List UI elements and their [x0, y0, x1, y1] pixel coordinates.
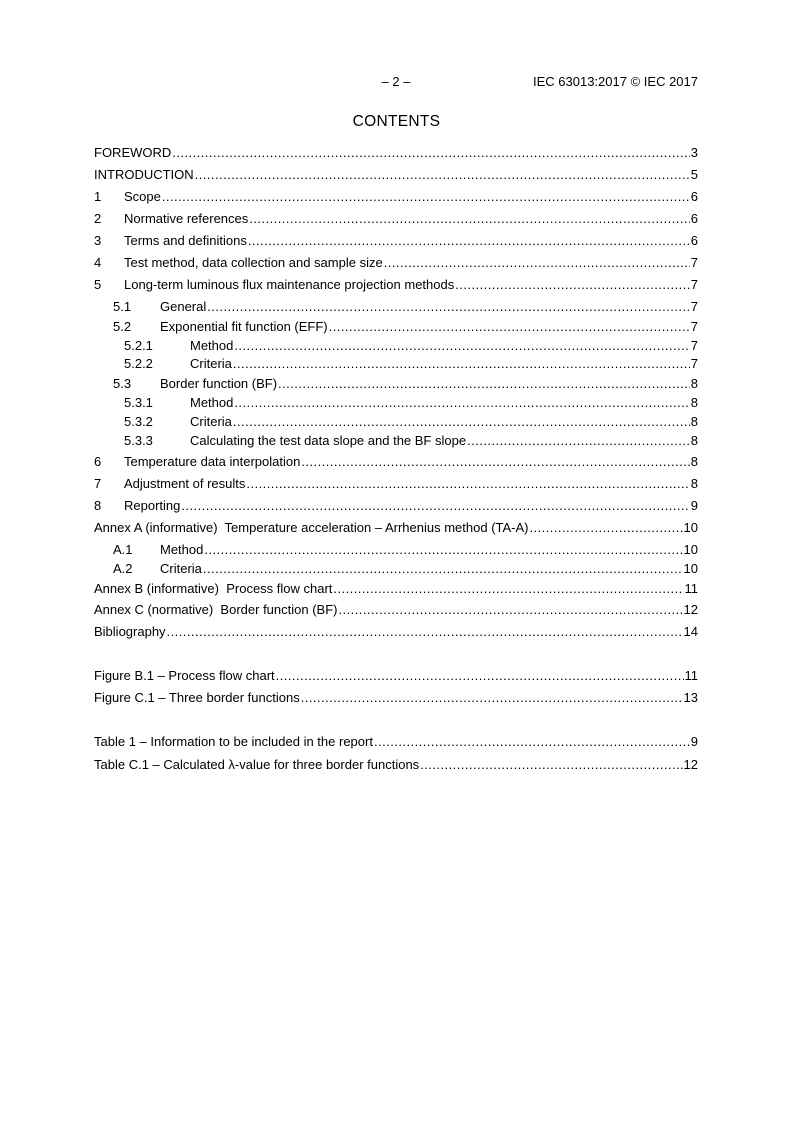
toc-entry-number: 5.2.1 — [124, 338, 153, 353]
toc-entry-page: 7 — [690, 338, 698, 353]
toc-entry-test-method[interactable] — [94, 254, 698, 272]
dot-leader — [207, 298, 690, 316]
dot-leader — [234, 394, 689, 412]
toc-entry-temperature-interpolation[interactable] — [94, 453, 698, 471]
figure-entry-label: Figure C.1 – Three border functions — [94, 690, 300, 705]
dot-leader — [384, 254, 690, 272]
toc-entry-label: INTRODUCTION — [94, 167, 194, 182]
toc-entry-adjustment-of-results[interactable] — [94, 475, 698, 493]
toc-entry-bibliography[interactable] — [94, 623, 698, 641]
dot-leader — [301, 689, 683, 707]
toc-entry-label: Border function (BF) — [160, 376, 278, 391]
toc-entry-terms-and-definitions[interactable] — [94, 232, 698, 250]
toc-entry-number: 5.2 — [113, 319, 132, 334]
toc-entry-page: 8 — [690, 376, 698, 391]
toc-entry-label: Test method, data collection and sample size — [124, 255, 383, 270]
toc-entry-page: 7 — [690, 299, 698, 314]
toc-entry-page: 8 — [690, 395, 698, 410]
table-entry-label: Table 1 – Information to be included in the report — [94, 734, 373, 749]
toc-entry-page: 8 — [690, 476, 698, 491]
dot-leader — [455, 276, 690, 294]
dot-leader — [374, 733, 690, 751]
toc-entry-page: 14 — [683, 624, 698, 639]
dot-leader — [276, 667, 684, 685]
toc-entry-5-3-2-criteria[interactable] — [94, 413, 698, 431]
toc-entry-5-3-1-method[interactable] — [94, 394, 698, 412]
toc-entry-label: Adjustment of results — [124, 476, 246, 491]
toc-entry-page: 10 — [683, 561, 698, 576]
figure-entry-page: 13 — [683, 690, 698, 705]
dot-leader — [278, 375, 690, 393]
toc-entry-number: 1 — [94, 189, 102, 204]
dot-leader — [203, 560, 683, 578]
dot-leader — [467, 432, 690, 450]
toc-entry-label: Criteria — [190, 414, 232, 429]
toc-entry-number: 2 — [94, 211, 102, 226]
toc-entry-number: 5.1 — [113, 299, 132, 314]
toc-entry-number: 8 — [94, 498, 102, 513]
toc-entry-page: 5 — [690, 167, 698, 182]
toc-entry-page: 9 — [690, 498, 698, 513]
toc-entry-foreword[interactable] — [94, 144, 698, 162]
dot-leader — [329, 318, 690, 336]
toc-entry-page: 7 — [690, 319, 698, 334]
toc-entry-page: 8 — [690, 414, 698, 429]
toc-entry-5-1-general[interactable] — [94, 298, 698, 316]
toc-entry-page: 8 — [690, 433, 698, 448]
toc-entry-label: General — [160, 299, 207, 314]
toc-entry-page: 12 — [683, 602, 698, 617]
toc-entry-scope[interactable] — [94, 188, 698, 206]
toc-entry-page: 7 — [690, 255, 698, 270]
toc-entry-page: 8 — [690, 454, 698, 469]
dot-leader — [246, 475, 689, 493]
toc-entry-number: 5.3 — [113, 376, 132, 391]
toc-entry-a-1-method[interactable] — [94, 541, 698, 559]
toc-entry-number: 7 — [94, 476, 102, 491]
dot-leader — [167, 623, 683, 641]
figure-entry-page: 11 — [684, 668, 698, 683]
toc-entry-label: Long-term luminous flux maintenance projection methods — [124, 277, 455, 292]
toc-entry-5-3-border-function[interactable] — [94, 375, 698, 393]
toc-entry-normative-references[interactable] — [94, 210, 698, 228]
toc-entry-label: Criteria — [190, 356, 232, 371]
toc-entry-label: Annex A (informative) Temperature acceleration – Arrhenius method (TA-A) — [94, 520, 529, 535]
document-id: IEC 63013:2017 © IEC 2017 — [533, 74, 698, 89]
toc-entry-introduction[interactable] — [94, 166, 698, 184]
toc-entry-label: Normative references — [124, 211, 249, 226]
toc-entry-label: Scope — [124, 189, 161, 204]
toc-entry-annex-c[interactable] — [94, 601, 698, 619]
toc-entry-page: 6 — [690, 233, 698, 248]
toc-entry-page: 6 — [690, 211, 698, 226]
toc-entry-number: 5.3.3 — [124, 433, 153, 448]
table-entry-label: Table C.1 – Calculated λ-value for three border functions — [94, 757, 420, 772]
dot-leader — [333, 580, 683, 598]
toc-entry-label: Method — [190, 338, 234, 353]
toc-entry-number: 5.3.2 — [124, 414, 153, 429]
toc-entry-page: 7 — [690, 277, 698, 292]
dot-leader — [530, 519, 683, 537]
toc-entry-label: Method — [190, 395, 234, 410]
toc-entry-reporting[interactable] — [94, 497, 698, 515]
dot-leader — [249, 210, 689, 228]
toc-entry-label: Temperature data interpolation — [124, 454, 301, 469]
dot-leader — [233, 355, 690, 373]
toc-entry-number: 5.2.2 — [124, 356, 153, 371]
dot-leader — [181, 497, 689, 515]
dot-leader — [420, 756, 682, 774]
toc-entry-number: 6 — [94, 454, 102, 469]
toc-entry-number: A.2 — [113, 561, 133, 576]
toc-entry-label: Method — [160, 542, 204, 557]
toc-entry-page: 10 — [683, 542, 698, 557]
dot-leader — [301, 453, 689, 471]
toc-entry-number: 5 — [94, 277, 102, 292]
page-number: – 2 – — [381, 74, 411, 89]
toc-entry-page: 11 — [684, 581, 698, 596]
toc-entry-page: 10 — [683, 520, 698, 535]
dot-leader — [162, 188, 690, 206]
toc-entry-label: Criteria — [160, 561, 202, 576]
toc-entry-label: Terms and definitions — [124, 233, 247, 248]
toc-entry-number: 4 — [94, 255, 102, 270]
toc-entry-label: FOREWORD — [94, 145, 172, 160]
dot-leader — [172, 144, 689, 162]
table-entry-1[interactable] — [94, 733, 698, 751]
dot-leader — [204, 541, 682, 559]
toc-entry-5-3-3-slope[interactable] — [94, 432, 698, 450]
dot-leader — [233, 413, 690, 431]
page-title: CONTENTS — [352, 113, 441, 130]
figure-entry-b-1[interactable] — [94, 667, 698, 685]
toc-entry-label: Annex C (normative) Border function (BF) — [94, 602, 338, 617]
toc-entry-annex-a[interactable] — [94, 519, 698, 537]
toc-entry-number: A.1 — [113, 542, 133, 557]
toc-entry-page: 6 — [690, 189, 698, 204]
toc-entry-label: Exponential fit function (EFF) — [160, 319, 328, 334]
table-entry-c-1[interactable] — [94, 756, 698, 774]
dot-leader — [338, 601, 682, 619]
toc-entry-label: Bibliography — [94, 624, 166, 639]
toc-entry-a-2-criteria[interactable] — [94, 560, 698, 578]
figure-entry-c-1[interactable] — [94, 689, 698, 707]
dot-leader — [234, 337, 689, 355]
toc-entry-number: 3 — [94, 233, 102, 248]
toc-entry-projection-methods[interactable] — [94, 276, 698, 294]
toc-entry-5-2-2-criteria[interactable] — [94, 355, 698, 373]
toc-entry-label: Annex B (informative) Process flow chart — [94, 581, 333, 596]
toc-entry-page: 7 — [690, 356, 698, 371]
toc-entry-number: 5.3.1 — [124, 395, 153, 410]
figure-entry-label: Figure B.1 – Process flow chart — [94, 668, 275, 683]
toc-entry-label: Calculating the test data slope and the BF slope — [190, 433, 467, 448]
toc-entry-5-2-1-method[interactable] — [94, 337, 698, 355]
toc-entry-label: Reporting — [124, 498, 181, 513]
page-header — [94, 74, 698, 92]
table-entry-page: 9 — [690, 734, 698, 749]
dot-leader — [195, 166, 690, 184]
toc-entry-5-2-eff[interactable] — [94, 318, 698, 336]
toc-entry-page: 3 — [690, 145, 698, 160]
toc-entry-annex-b[interactable] — [94, 580, 698, 598]
dot-leader — [248, 232, 690, 250]
table-entry-page: 12 — [683, 757, 698, 772]
